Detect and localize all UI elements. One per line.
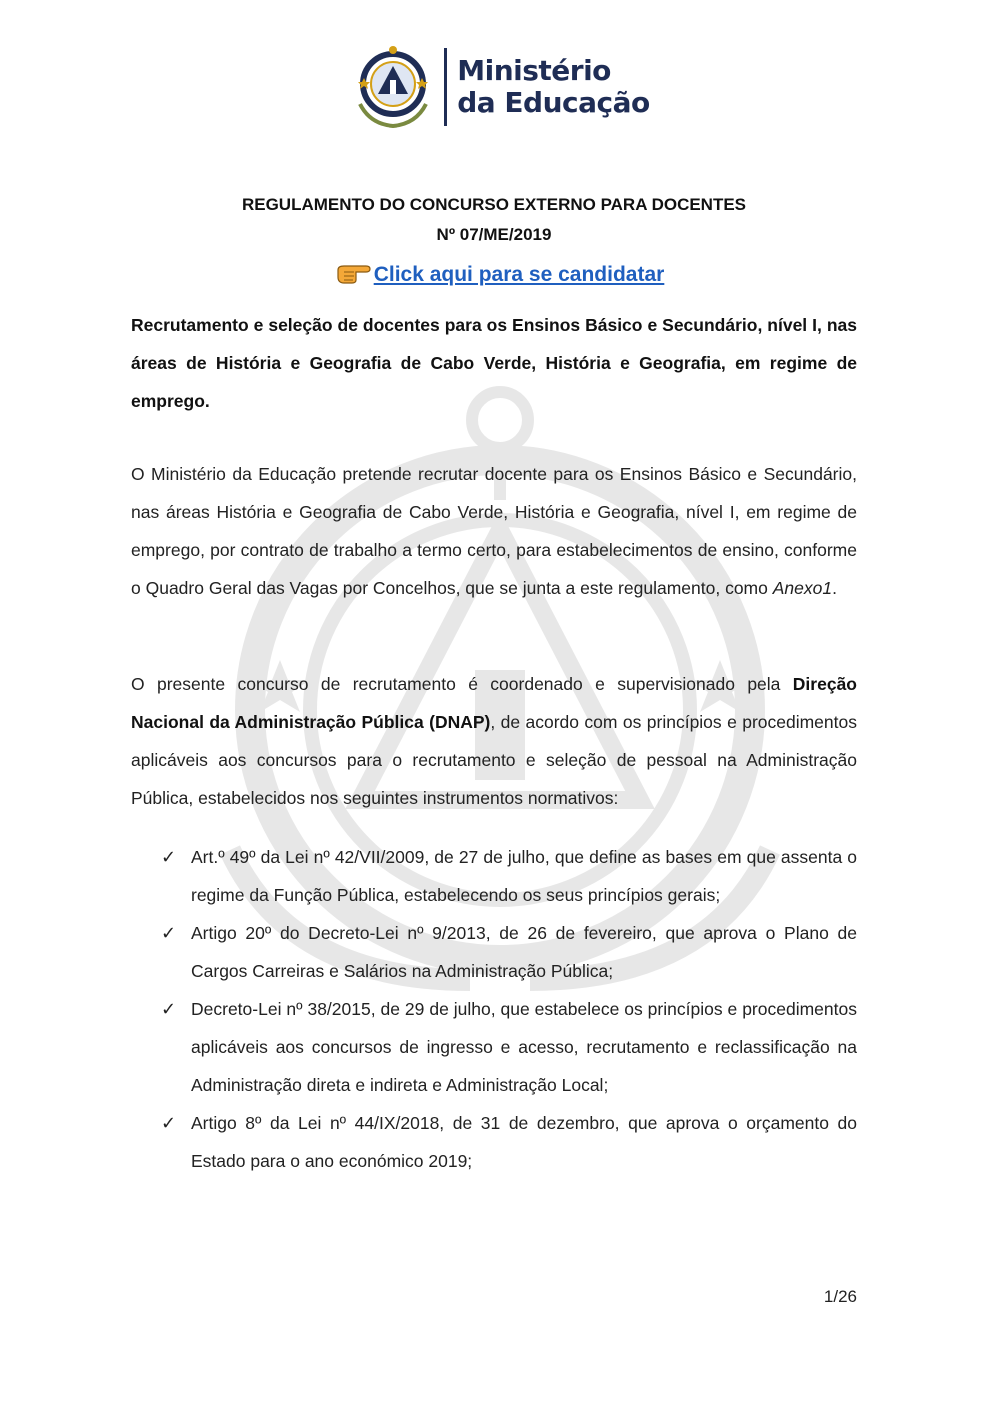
- logo-line-2: da Educação: [457, 86, 650, 119]
- dnap-name: Direção Nacional da Administração Pública (DNAP): [131, 674, 857, 732]
- list-item: [131, 990, 857, 1104]
- paragraph-intro-text: O Ministério da Educação pretende recrutar docente para os Ensinos Básico e Secundário, nas áreas História e Geografia de Cabo Verde, História e Geografia, nível I, em regime de emprego, por contrato de trabalho a termo certo, para estabelecimentos de ensino, conforme o Quadro Geral das Vagas por Concelhos, que se junta a este regulamento, como: [131, 464, 857, 598]
- list-item-text: Decreto-Lei nº 38/2015, de 29 de julho, que estabelece os princípios e procedimentos aplicáveis aos concursos de ingresso e acesso, recrutamento e reclassificação na Administração direta e indireta e Administração Local;: [191, 999, 857, 1095]
- subtitle: Recrutamento e seleção de docentes para os Ensinos Básico e Secundário, nível I, nas áreas de História e Geografia de Cabo Verde, História e Geografia, em regime de emprego.: [131, 315, 857, 411]
- annex-reference: Anexo1: [772, 578, 833, 598]
- list-item-text: Artigo 20º do Decreto-Lei nº 9/2013, de 26 de fevereiro, que aprova o Plano de Cargos Carreiras e Salários na Administração Pública;: [191, 923, 857, 981]
- logo-divider: [444, 48, 447, 126]
- title-line-1: REGULAMENTO DO CONCURSO EXTERNO PARA DOCENTES: [241, 195, 747, 214]
- coat-of-arms-icon: [350, 44, 436, 130]
- checkmark-icon: ✓: [161, 847, 177, 867]
- list-item-text: Artigo 8º da Lei nº 44/IX/2018, de 31 de dezembro, que aprova o orçamento do Estado para o ano económico 2019;: [191, 1113, 857, 1171]
- apply-link-row: [0, 262, 1000, 287]
- logo-text: [457, 55, 650, 119]
- paragraph-coordination-text: O presente concurso de recrutamento é coordenado e supervisionado pela: [131, 674, 793, 694]
- title-line-2: Nº 07/ME/2019: [436, 225, 552, 244]
- paragraph-intro: [131, 455, 857, 607]
- document-title: [131, 190, 857, 250]
- pointing-hand-icon: [336, 262, 372, 284]
- checkmark-icon: ✓: [161, 999, 177, 1019]
- list-item: [131, 838, 857, 914]
- list-item-text: Art.º 49º da Lei nº 42/VII/2009, de 27 de julho, que define as bases em que assenta o regime da Função Pública, estabelecendo os seus princípios gerais;: [191, 847, 857, 905]
- legal-instruments-list: [131, 838, 857, 1180]
- checkmark-icon: ✓: [161, 923, 177, 943]
- paragraph-coordination: [131, 665, 857, 817]
- apply-link[interactable]: Click aqui para se candidatar: [373, 263, 665, 286]
- page-number: 1/26: [823, 1287, 857, 1306]
- ministry-logo: [0, 44, 1000, 130]
- logo-line-1: Ministério: [457, 54, 611, 87]
- list-item: [131, 1104, 857, 1180]
- paragraph-coordination-end: , de acordo com os princípios e procedimentos aplicáveis aos concursos para o recrutamento e seleção de pessoal na Administração Pública, estabelecidos nos seguintes instrumentos normativos:: [131, 712, 857, 808]
- paragraph-intro-end: .: [832, 578, 837, 598]
- checkmark-icon: ✓: [161, 1113, 177, 1133]
- list-item: [131, 914, 857, 990]
